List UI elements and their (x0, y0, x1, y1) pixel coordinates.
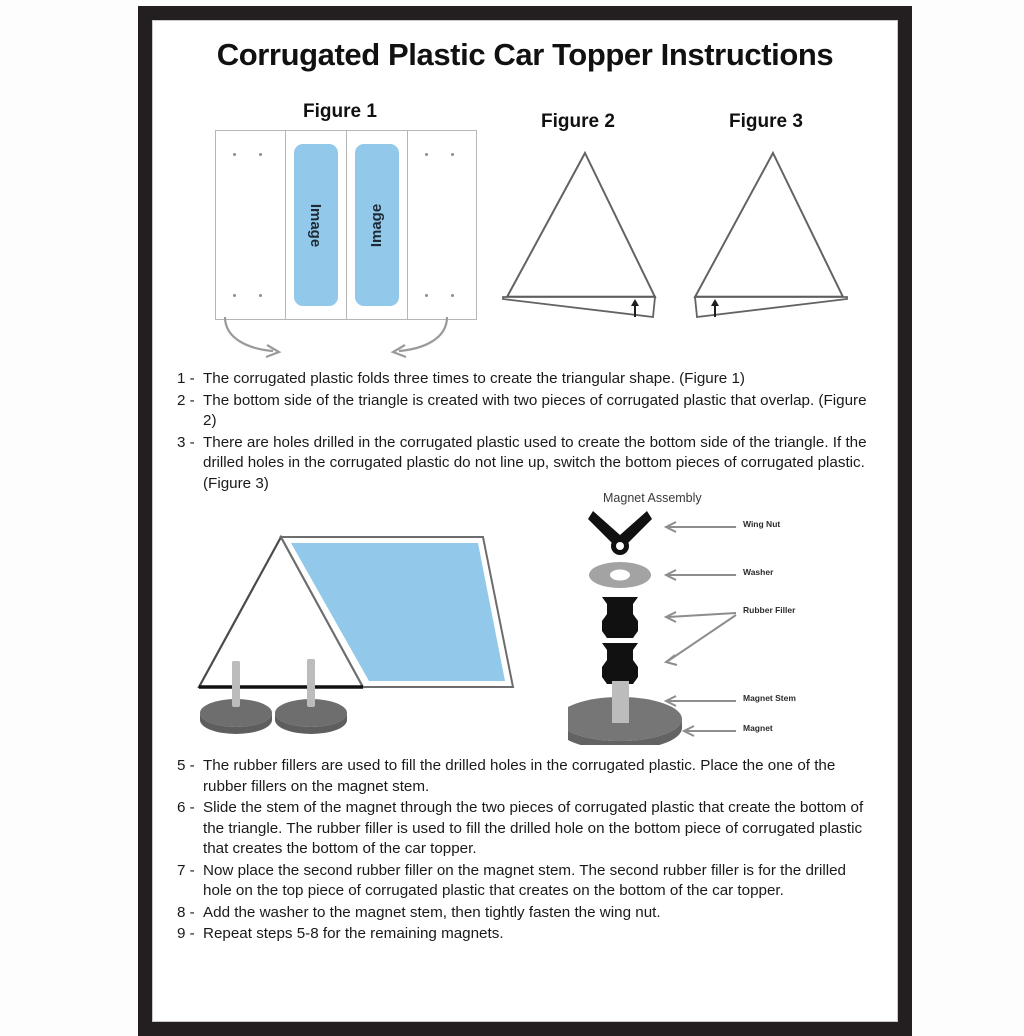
drill-hole-icon (425, 294, 428, 297)
magnet-icon (568, 681, 682, 745)
sheet-panel-left (216, 131, 286, 319)
step-text: Repeat steps 5-8 for the remaining magnets. (203, 925, 504, 942)
step-text: Slide the stem of the magnet through the two pieces of corrugated plastic that create the bottom of the triangle. The rubber filler is used to fill the drilled hole on the bottom piece of corrugated plastic that creates the bottom of the car topper. (203, 799, 864, 857)
step-text: Now place the second rubber filler on the magnet stem. The second rubber filler is for the drilled hole on the top piece of corrugated plastic that creates on the bottom of the car topper. (203, 861, 846, 899)
label-rubber-filler: Rubber Filler (743, 605, 796, 615)
instruction-step (177, 861, 877, 902)
instruction-step (177, 756, 877, 797)
instruction-list-bottom (177, 756, 877, 946)
rubber-filler-icon (602, 643, 638, 684)
label-magnet: Magnet (743, 723, 773, 733)
figure-band (163, 83, 898, 353)
label-magnet-stem: Magnet Stem (743, 693, 796, 703)
illustration-band (173, 491, 888, 746)
figure-2-caption: Figure 2 (541, 111, 615, 132)
drill-hole-icon (259, 294, 262, 297)
step-number: 2 - (177, 391, 195, 409)
rubber-filler-icon (602, 597, 638, 638)
washer-icon (589, 562, 651, 588)
drill-hole-icon (451, 153, 454, 156)
drill-hole-icon (259, 153, 262, 156)
wing-nut-icon (588, 511, 652, 555)
instruction-step (177, 924, 877, 945)
image-area-label: Image (307, 203, 325, 247)
figure-1-sheet (215, 130, 477, 320)
step-number: 9 - (177, 925, 195, 942)
step-text: The bottom side of the triangle is created with two pieces of corrugated plastic that overlap. (Figure 2) (203, 391, 867, 429)
step-text: The rubber fillers are used to fill the drilled holes in the corrugated plastic. Place the one of the rubber fillers on the magnet stem. (203, 757, 836, 795)
instruction-list-top (177, 369, 877, 495)
poster-page (152, 20, 898, 1022)
instruction-step (177, 903, 877, 924)
label-washer: Washer (743, 567, 774, 577)
figure-3-triangle (681, 145, 866, 320)
car-topper-illustration (183, 519, 533, 734)
sheet-panel-right (408, 131, 478, 319)
label-wing-nut: Wing Nut (743, 519, 781, 529)
step-text: There are holes drilled in the corrugated plastic used to create the bottom side of the triangle. If the drilled holes in the corrugated plastic do not line up, switch the bottom pieces of corrugated plastic. (Figure 3) (203, 433, 867, 492)
image-area-block (294, 144, 338, 306)
fold-arrows-icon (211, 315, 481, 363)
sheet-panel-image-2 (347, 131, 408, 319)
magnet-assembly-title: Magnet Assembly (603, 491, 702, 505)
drill-hole-icon (425, 153, 428, 156)
image-area-block (355, 144, 399, 306)
leader-arrows-icon (666, 522, 736, 736)
figure-1-caption: Figure 1 (303, 101, 377, 122)
step-number: 8 - (177, 903, 195, 921)
instruction-step (177, 433, 877, 495)
drill-hole-icon (233, 294, 236, 297)
poster-frame (138, 6, 912, 1036)
figure-3-caption: Figure 3 (729, 111, 803, 132)
instruction-step (177, 391, 877, 432)
magnet-assembly-diagram (568, 505, 888, 745)
image-area-label: Image (368, 203, 386, 247)
step-text: Add the washer to the magnet stem, then tightly fasten the wing nut. (203, 903, 661, 921)
page-title: Corrugated Plastic Car Topper Instructions (216, 37, 834, 72)
step-text: The corrugated plastic folds three times to create the triangular shape. (Figure 1) (203, 370, 745, 387)
instruction-step (177, 798, 877, 860)
step-number: 6 - (177, 799, 195, 816)
step-number: 3 - (177, 433, 195, 451)
instruction-step (177, 369, 877, 390)
step-number: 7 - (177, 861, 195, 879)
sheet-panel-image-1 (286, 131, 347, 319)
step-number: 1 - (177, 370, 195, 387)
drill-hole-icon (233, 153, 236, 156)
drill-hole-icon (451, 294, 454, 297)
figure-2-triangle (493, 145, 678, 320)
step-number: 5 - (177, 757, 195, 774)
